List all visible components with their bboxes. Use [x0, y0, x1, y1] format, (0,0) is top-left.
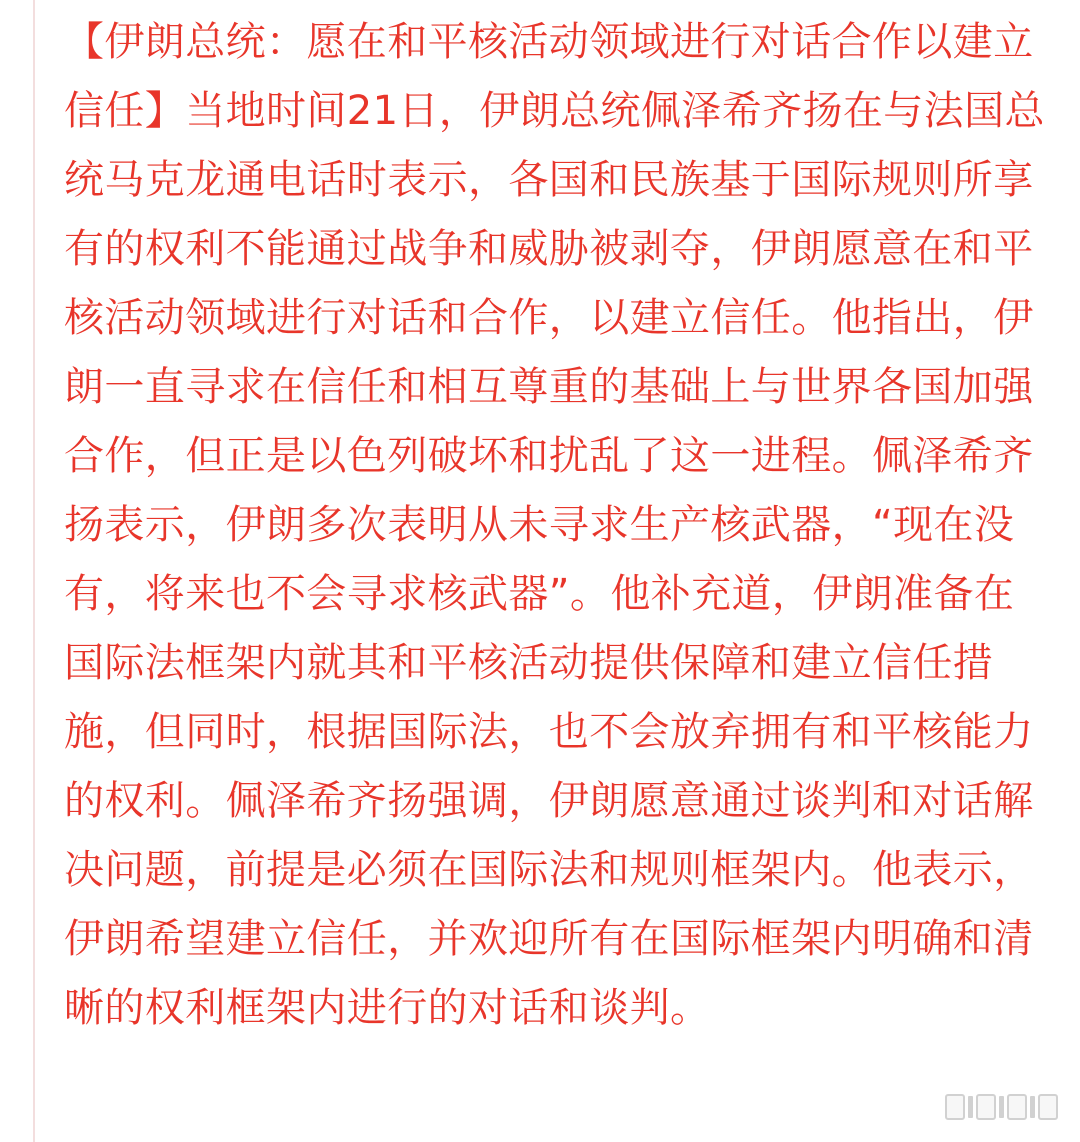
watermark-logo [908, 1094, 1058, 1120]
article-body: 【伊朗总统：愿在和平核活动领域进行对话合作以建立信任】当地时间21日，伊朗总统佩泽希齐扬在与法国总统马克龙通电话时表示，各国和民族基于国际规则所享有的权利不能通过战争和威胁被剥夺，伊朗愿意在和平核活动领域进行对话和合作，以建立信任。他指出，伊朗一直寻求在信任和相互尊重的基础上与世界各国加强合作，但正是以色列破坏和扰乱了这一进程。佩泽希齐扬表示，伊朗多次表明从未寻求生产核武器，“现在没有，将来也不会寻求核武器”。他补充道，伊朗准备在国际法框架内就其和平核活动提供保障和建立信任措施，但同时，根据国际法，也不会放弃拥有和平核能力的权利。佩泽希齐扬强调，伊朗愿意通过谈判和对话解决问题，前提是必须在国际法和规则框架内。他表示，伊朗希望建立信任，并欢迎所有在国际框架内明确和清晰的权利框架内进行的对话和谈判。 [64, 19, 1045, 1031]
left-margin-line [33, 0, 35, 1142]
